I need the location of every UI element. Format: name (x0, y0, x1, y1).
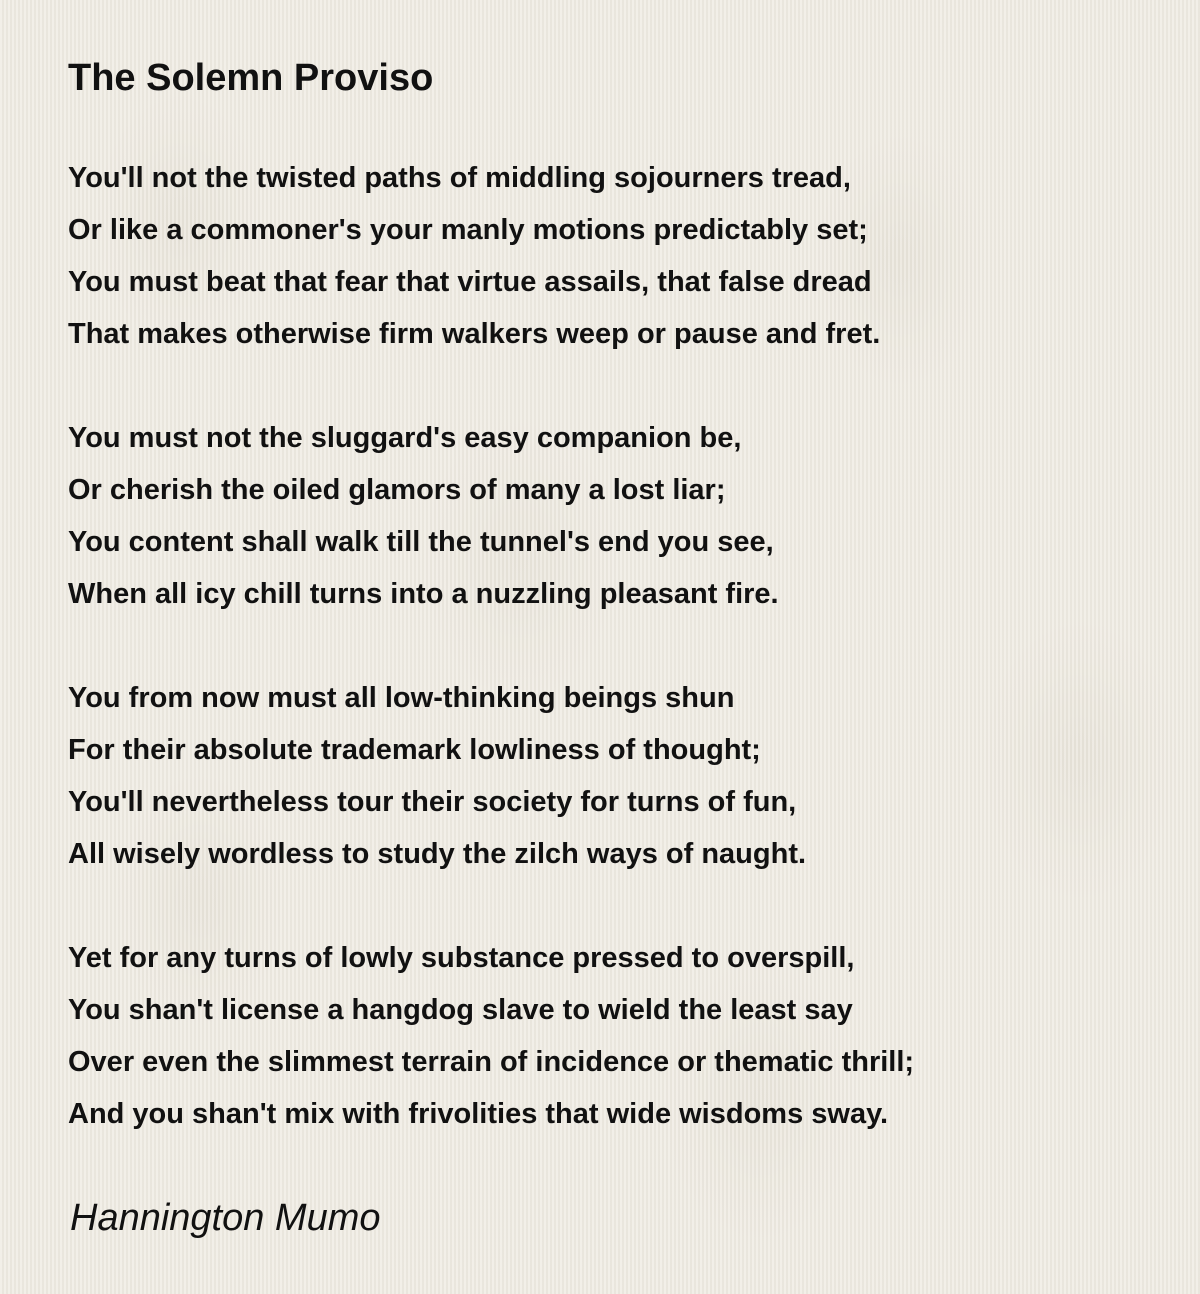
poem-line: For their absolute trademark lowliness of thought; (68, 734, 761, 766)
poem-title: The Solemn Proviso (68, 57, 434, 99)
stanza-2 (68, 412, 1168, 620)
poem-line: You'll not the twisted paths of middling sojourners tread, (68, 162, 851, 194)
poem-line: You must not the sluggard's easy companion be, (68, 422, 742, 454)
poem-line: That makes otherwise firm walkers weep or pause and fret. (68, 318, 881, 350)
poem-line: You shan't license a hangdog slave to wield the least say (68, 994, 853, 1026)
poem-line: You from now must all low-thinking beings shun (68, 682, 735, 714)
poem-line: When all icy chill turns into a nuzzling pleasant fire. (68, 578, 779, 610)
stanza-4 (68, 932, 1168, 1140)
stanza-3 (68, 672, 1168, 880)
poem-line: And you shan't mix with frivolities that wide wisdoms sway. (68, 1098, 889, 1130)
poem-body (68, 152, 1168, 1192)
poem-line: Or cherish the oiled glamors of many a lost liar; (68, 474, 726, 506)
poem-author: Hannington Mumo (70, 1197, 381, 1239)
poem-line: All wisely wordless to study the zilch ways of naught. (68, 838, 807, 870)
poem-line: You must beat that fear that virtue assails, that false dread (68, 266, 872, 298)
poem-line: Or like a commoner's your manly motions predictably set; (68, 214, 868, 246)
poem-line: You'll nevertheless tour their society for turns of fun, (68, 786, 797, 818)
stanza-1 (68, 152, 1168, 360)
poem-line: Over even the slimmest terrain of incidence or thematic thrill; (68, 1046, 915, 1078)
poem-line: Yet for any turns of lowly substance pressed to overspill, (68, 942, 855, 974)
poem-line: You content shall walk till the tunnel's end you see, (68, 526, 774, 558)
poem-page (68, 0, 1168, 1294)
